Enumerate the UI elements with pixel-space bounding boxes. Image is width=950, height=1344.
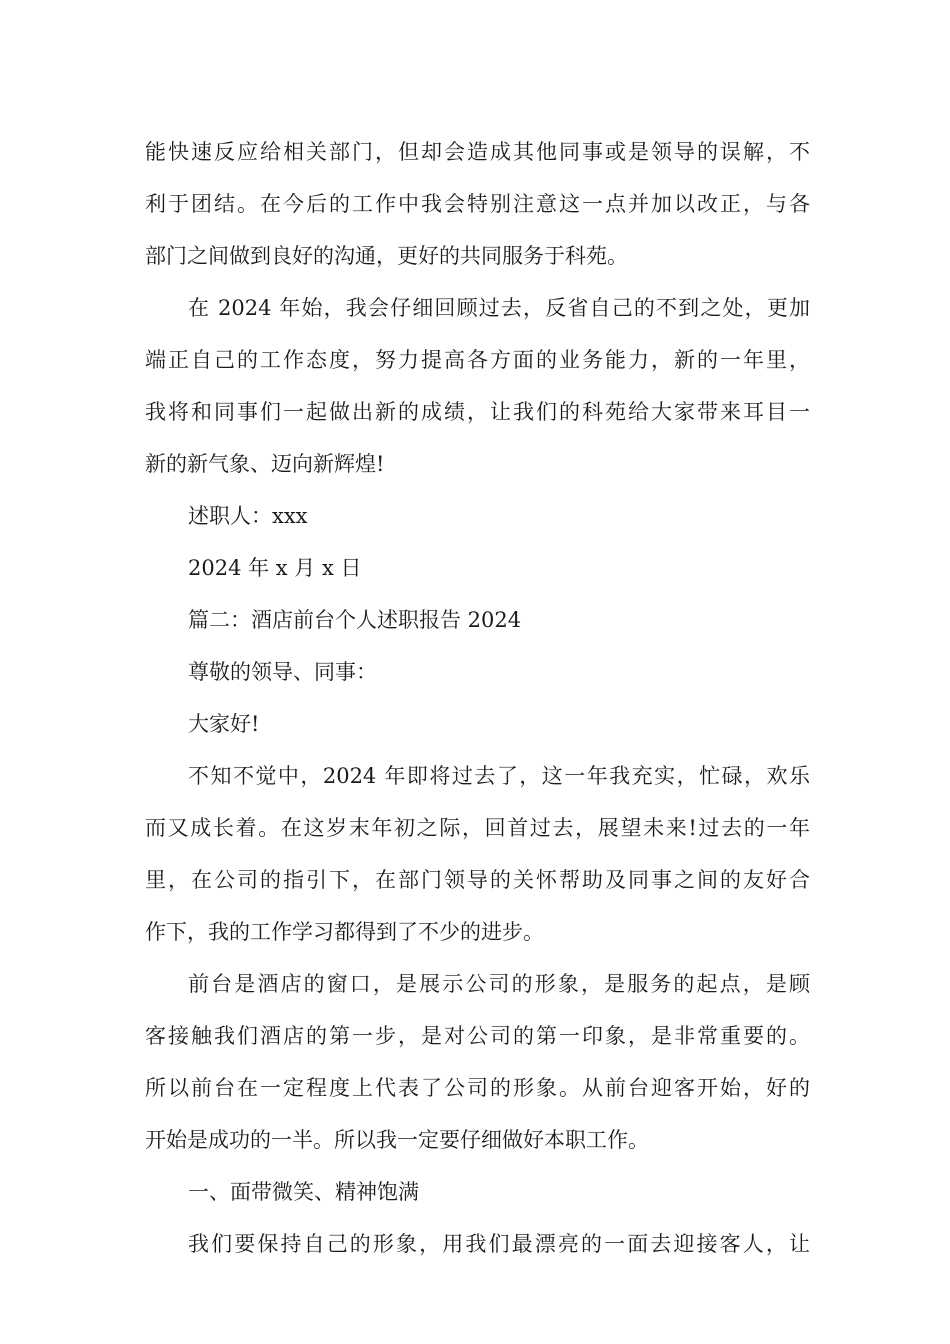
text-line: 2024 年 x 月 x 日 [188,556,362,580]
text-line: 能快速反应给相关部门，但却会造成其他同事或是领导的误解，不 [145,140,810,164]
text-line: 我将和同事们一起做出新的成绩，让我们的科苑给大家带来耳目一 [145,400,810,424]
text-line: 尊敬的领导、同事： [188,660,377,684]
text-line: 作下，我的工作学习都得到了不少的进步。 [145,920,544,944]
text-line: 新的新气象、迈向新辉煌! [145,452,385,476]
text-line: 利于团结。在今后的工作中我会特别注意这一点并加以改正，与各 [145,192,810,216]
text-line: 大家好! [188,712,260,736]
text-line: 部门之间做到良好的沟通，更好的共同服务于科苑。 [145,244,628,268]
text-line: 所以前台在一定程度上代表了公司的形象。从前台迎客开始，好的 [145,1076,810,1100]
text-line: 在 2024 年始，我会仔细回顾过去，反省自己的不到之处，更加 [188,296,810,320]
text-line: 而又成长着。在这岁末年初之际，回首过去，展望未来!过去的一年 [145,816,810,840]
text-line: 端正自己的工作态度，努力提高各方面的业务能力，新的一年里， [145,348,810,372]
text-line: 客接触我们酒店的第一步，是对公司的第一印象，是非常重要的。 [145,1024,810,1048]
text-line: 里，在公司的指引下，在部门领导的关怀帮助及同事之间的友好合 [145,868,810,892]
text-line: 篇二：酒店前台个人述职报告 2024 [188,608,522,632]
text-line: 我们要保持自己的形象，用我们最漂亮的一面去迎接客人，让 [188,1232,810,1256]
text-line: 前台是酒店的窗口，是展示公司的形象，是服务的起点，是顾 [188,972,810,996]
document-body [145,126,810,1270]
text-line: 一、面带微笑、精神饱满 [188,1180,419,1204]
text-line: 开始是成功的一半。所以我一定要仔细做好本职工作。 [145,1128,649,1152]
text-line: 述职人：xxx [188,504,308,528]
text-line: 不知不觉中，2024 年即将过去了，这一年我充实，忙碌，欢乐 [188,764,810,788]
